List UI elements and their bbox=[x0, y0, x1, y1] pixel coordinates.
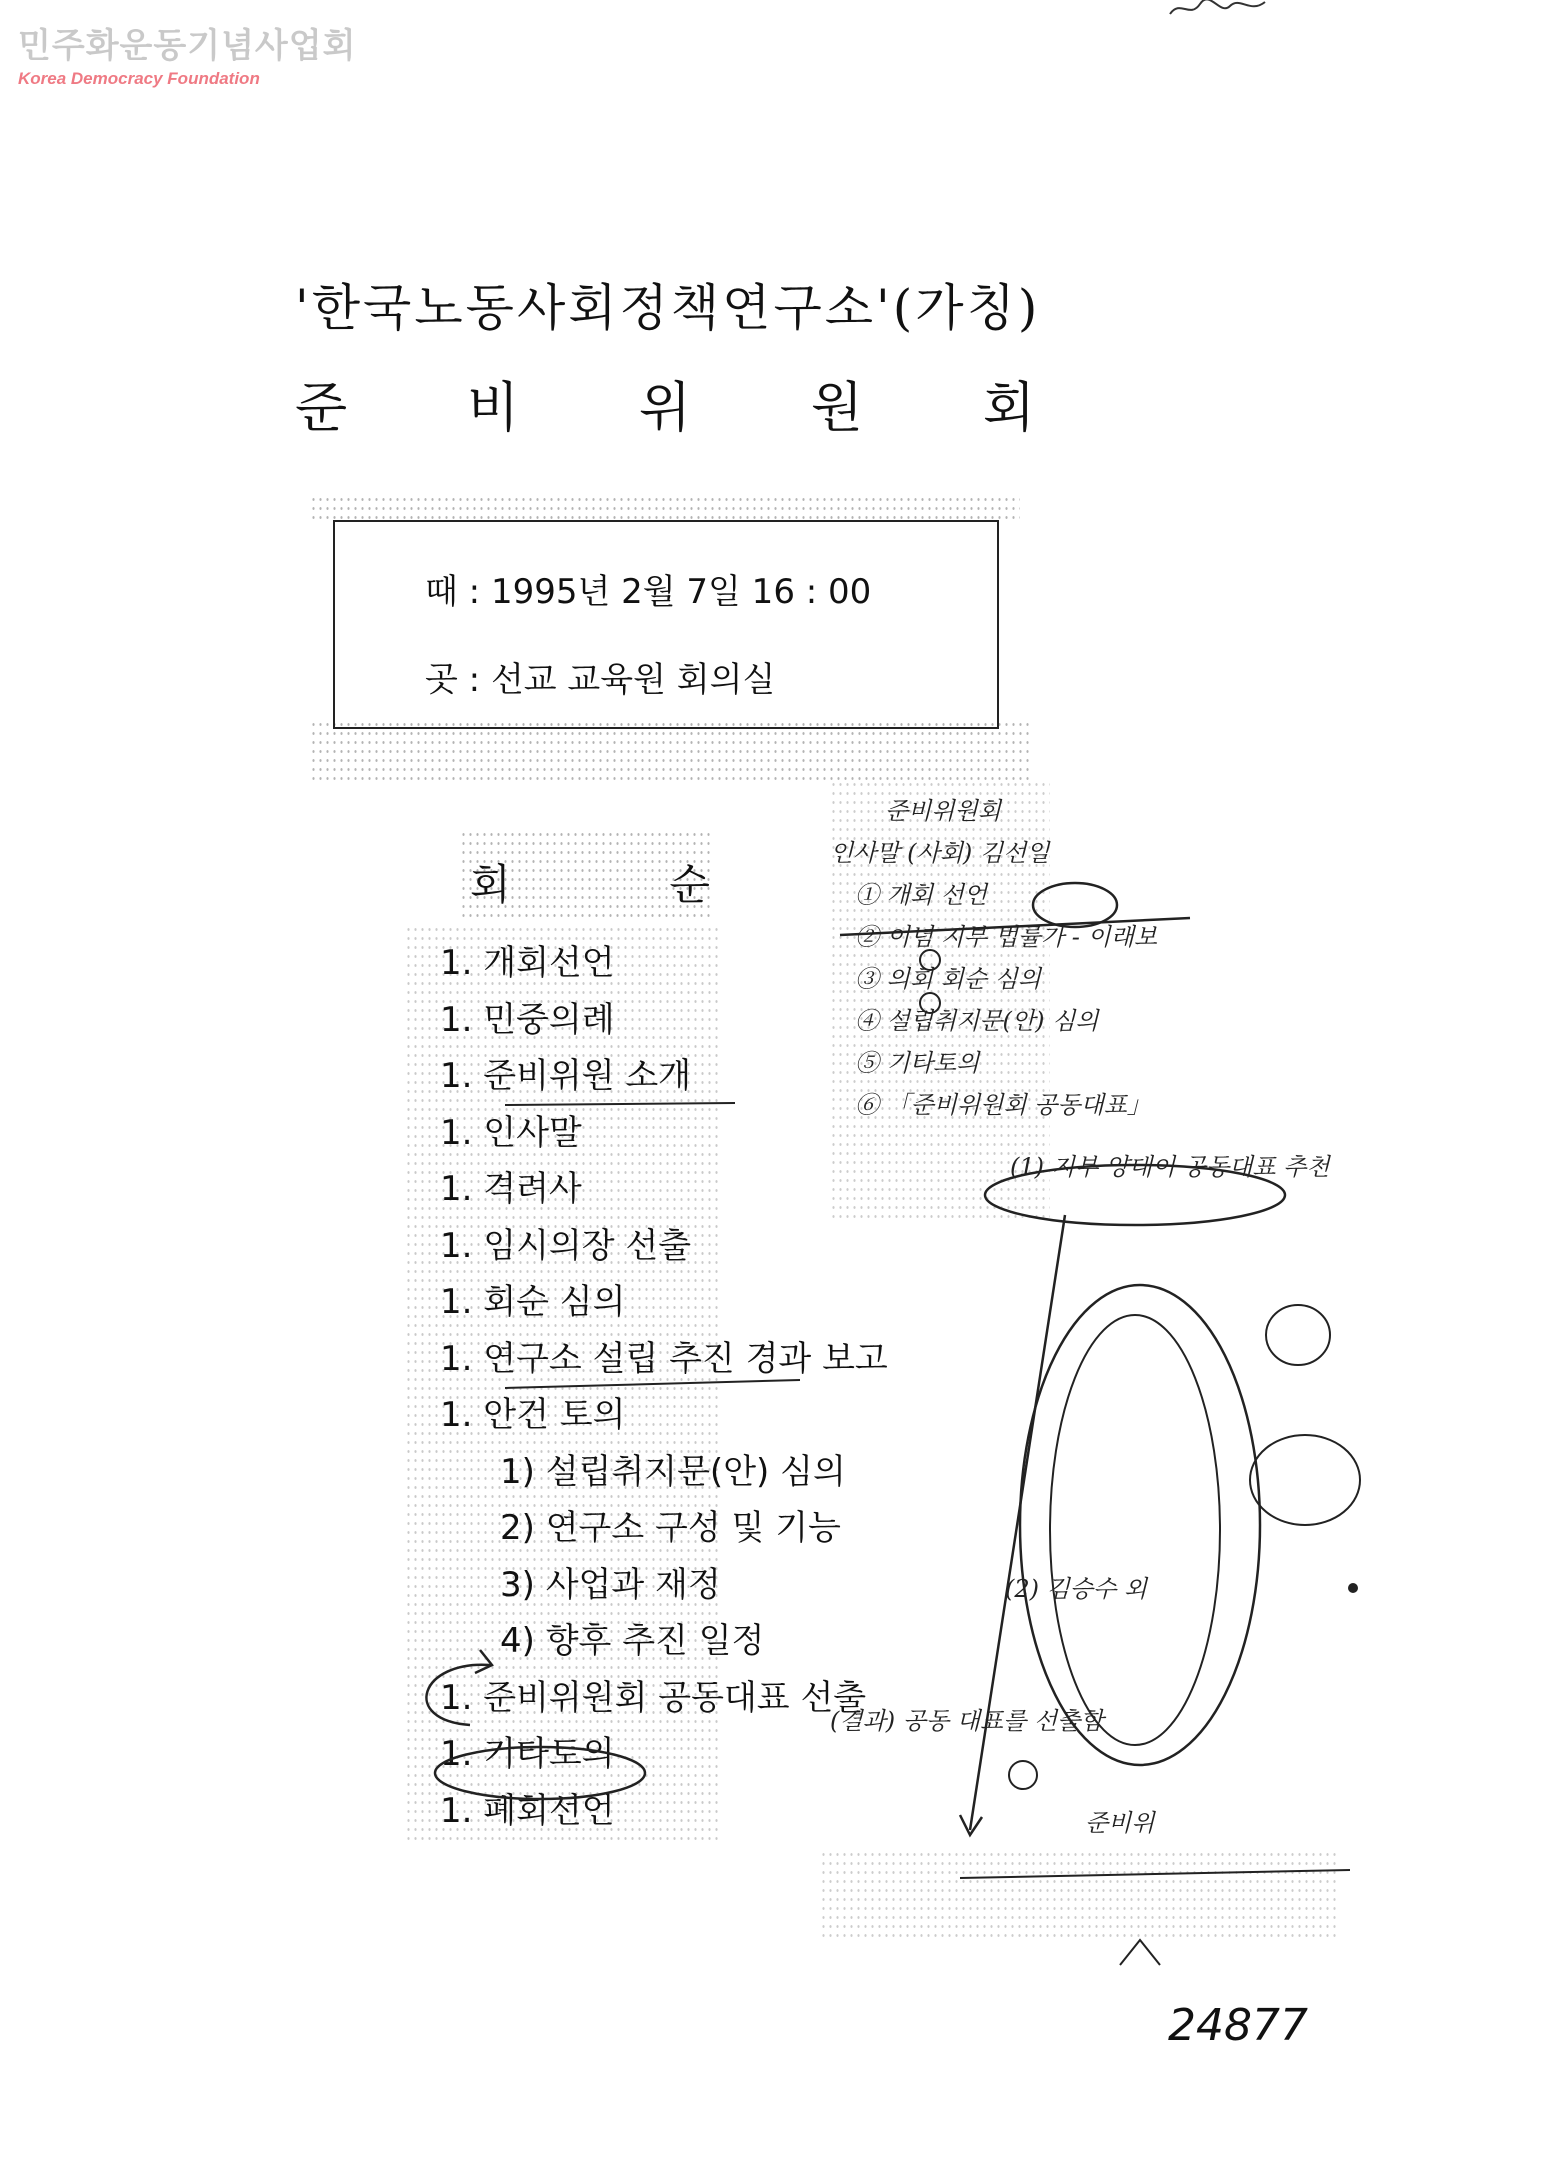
side-circle bbox=[1266, 1305, 1330, 1365]
subtitle-char: 위 bbox=[638, 376, 692, 439]
agenda-item: 1. 준비위원 소개 bbox=[440, 1056, 692, 1096]
note-line: ② 이념 지부 법률가 - 이래보 bbox=[855, 923, 1158, 951]
curved-arrow bbox=[426, 1665, 490, 1725]
agenda-item: 1. 준비위원회 공동대표 선출 bbox=[440, 1677, 867, 1718]
note-line: ① 개회 선언 bbox=[855, 881, 987, 909]
agenda-item: 1. 임시의장 선출 bbox=[440, 1225, 692, 1266]
candidates-oval bbox=[1020, 1285, 1260, 1765]
agenda-title-char: 회 bbox=[470, 860, 511, 909]
note-line: 인사말 (사회) 김선일 bbox=[830, 839, 1050, 867]
agenda-underline bbox=[505, 1380, 800, 1388]
name-circle bbox=[1033, 883, 1117, 927]
time-label: 때 bbox=[425, 572, 458, 612]
agenda-subitem: 3) 사업과 재정 bbox=[500, 1564, 721, 1605]
agenda-item: 1. 격려사 bbox=[440, 1169, 582, 1209]
meeting-time: 때 : 1995년 2월 7일 16 : 00 bbox=[425, 572, 872, 612]
circled-number-mark bbox=[920, 950, 940, 970]
subtitle-char: 원 bbox=[810, 376, 864, 439]
place-label: 곳 bbox=[425, 660, 458, 700]
note-line: ⑥ 「준비위원회 공동대표」 bbox=[855, 1091, 1151, 1119]
note-underline bbox=[840, 918, 1190, 935]
agenda-item: 1. 인사말 bbox=[440, 1112, 582, 1153]
time-value: 1995년 2월 7일 16 : 00 bbox=[490, 572, 872, 612]
agenda-item: 1. 안건 토의 bbox=[440, 1395, 626, 1435]
note-line: (1) 지부 양대이 공동대표 추천 bbox=[1010, 1153, 1330, 1181]
agenda-title-char: 순 bbox=[669, 860, 710, 909]
document-title: '한국노동사회정책연구소'(가칭) bbox=[295, 279, 1041, 337]
candidates-oval-inner bbox=[1050, 1315, 1220, 1745]
place-value: 선교 교육원 회의실 bbox=[490, 660, 776, 700]
note-line: (결과) 공동 대표를 선출함 bbox=[830, 1707, 1104, 1735]
note-ellipse bbox=[985, 1165, 1285, 1225]
curved-arrow-head bbox=[475, 1650, 492, 1673]
agenda-underline bbox=[505, 1103, 735, 1105]
page-number: 24877 bbox=[1168, 2000, 1308, 2051]
note-line: 준비위 bbox=[1085, 1809, 1155, 1837]
subtitle-char: 비 bbox=[466, 376, 520, 439]
agenda-item: 1. 연구소 설립 추진 경과 보고 bbox=[440, 1338, 888, 1379]
ink-dot bbox=[1348, 1583, 1358, 1593]
watermark-english: Korea Democracy Foundation bbox=[18, 69, 260, 88]
note-line: ④ 설립취지문(안) 심의 bbox=[855, 1007, 1099, 1035]
meeting-place: 곳 : 선교 교육원 회의실 bbox=[425, 660, 776, 700]
side-circle bbox=[1250, 1435, 1360, 1525]
subtitle-char: 준 bbox=[295, 376, 348, 439]
star-circle-mark bbox=[1009, 1761, 1037, 1789]
agenda-subitem: 2) 연구소 구성 및 기능 bbox=[500, 1508, 841, 1548]
agenda-item: 1. 폐회선언 bbox=[440, 1790, 615, 1831]
agenda-oval bbox=[435, 1747, 645, 1799]
agenda-subitem: 1) 설립취지문(안) 심의 bbox=[500, 1451, 846, 1492]
note-line: (2) 김승수 외 bbox=[1005, 1575, 1147, 1603]
note-line: 준비위원회 bbox=[885, 797, 1001, 825]
subtitle-char: 회 bbox=[982, 376, 1035, 439]
watermark-korean: 민주화운동기념사업회 bbox=[18, 26, 357, 66]
note-underline bbox=[960, 1870, 1350, 1878]
agenda-item: 1. 개회선언 bbox=[440, 943, 615, 983]
note-line: ⑤ 기타토의 bbox=[855, 1049, 980, 1077]
agenda-item: 1. 민중의례 bbox=[440, 999, 615, 1040]
agenda-item: 1. 회순 심의 bbox=[440, 1282, 626, 1322]
note-line: ③ 의회 회순 심의 bbox=[855, 965, 1041, 993]
circled-number-mark bbox=[920, 993, 940, 1013]
agenda-item: 1. 기타토의 bbox=[440, 1734, 615, 1774]
caret-mark bbox=[1120, 1940, 1160, 1965]
agenda-subitem: 4) 향후 추진 일정 bbox=[500, 1621, 765, 1661]
